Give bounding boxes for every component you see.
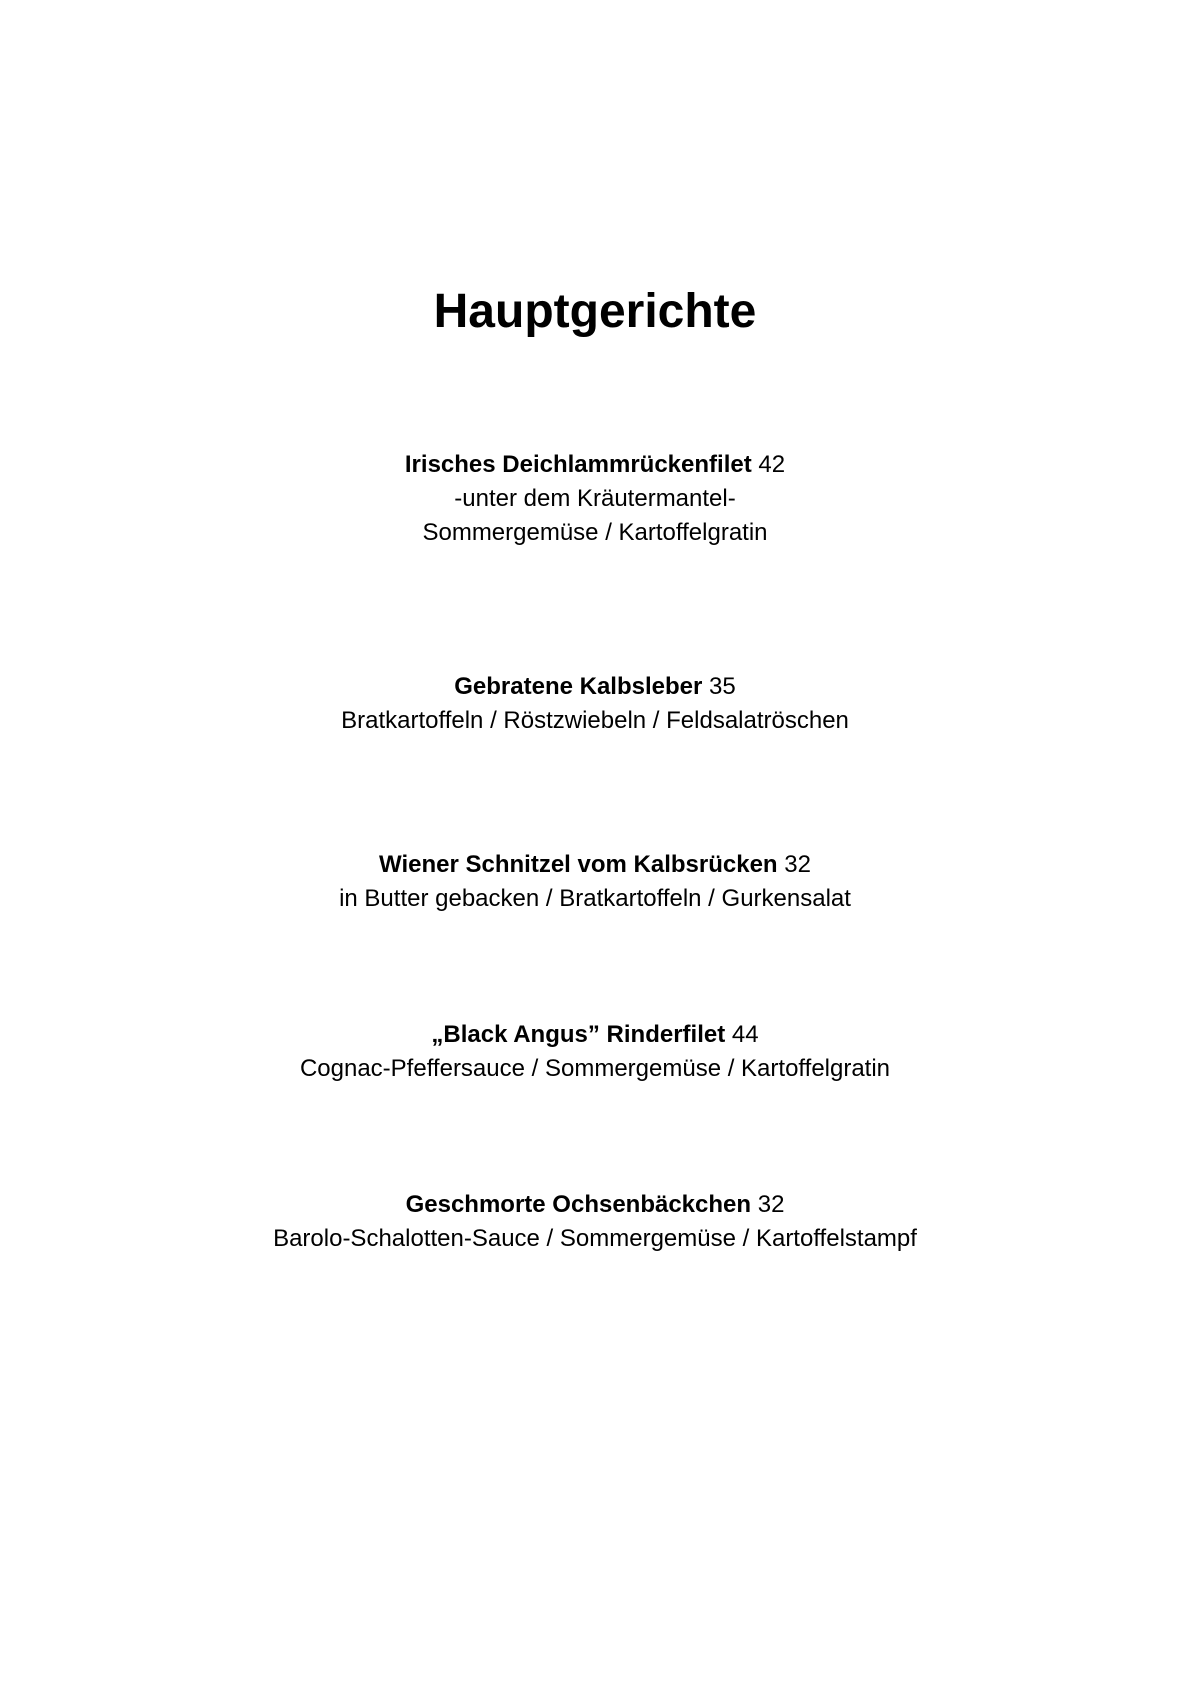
menu-item-heading: [0, 670, 1190, 704]
dish-price: 32: [757, 1191, 785, 1218]
menu-item-heading: [0, 848, 1190, 882]
page-title: Hauptgerichte: [433, 285, 757, 338]
dish-price: 35: [709, 673, 736, 700]
dish-name: „Black Angus” Rinderfilet: [431, 1021, 726, 1048]
dish-price: 42: [758, 451, 786, 478]
menu-item-heading: [0, 448, 1190, 482]
dish-description: Bratkartoffeln / Röstzwiebeln / Feldsalatröschen: [341, 707, 849, 734]
dish-description: Barolo-Schalotten-Sauce / Sommergemüse / Kartoffelstampf: [273, 1225, 917, 1252]
menu-item: [0, 1018, 1190, 1086]
dish-price: 44: [731, 1021, 759, 1048]
dish-description: in Butter gebacken / Bratkartoffeln / Gurkensalat: [339, 885, 851, 912]
menu-item: [0, 1188, 1190, 1256]
menu-item: [0, 448, 1190, 550]
menu-item: [0, 848, 1190, 916]
dish-price: 32: [784, 851, 811, 878]
dish-description: Cognac-Pfeffersauce / Sommergemüse / Kartoffelgratin: [299, 1055, 891, 1082]
dish-name: Wiener Schnitzel vom Kalbsrücken: [379, 851, 778, 878]
dish-description: Sommergemüse / Kartoffelgratin: [422, 519, 768, 546]
menu-item: [0, 670, 1190, 738]
menu-item-heading: [0, 1188, 1190, 1222]
dish-name: Gebratene Kalbsleber: [454, 673, 703, 700]
dish-name: Geschmorte Ochsenbäckchen: [405, 1191, 752, 1218]
dish-name: Irisches Deichlammrückenfilet: [404, 451, 752, 478]
menu-item-heading: [0, 1018, 1190, 1052]
dish-description: -unter dem Kräutermantel-: [454, 485, 736, 512]
